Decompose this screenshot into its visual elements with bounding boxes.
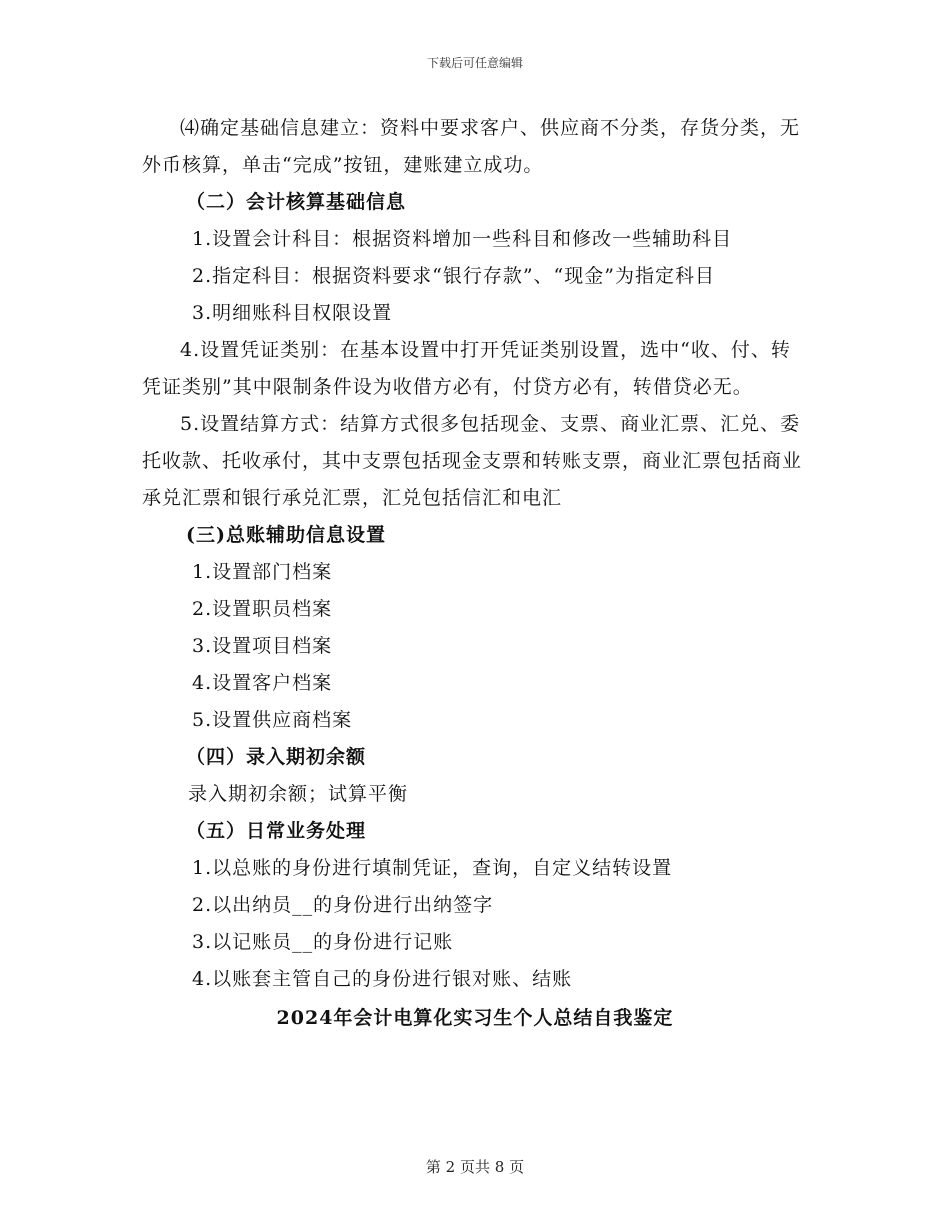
list-item: 3.明细账科目权限设置 xyxy=(192,302,393,324)
section-heading-4: （四）录入期初余额 xyxy=(186,746,367,768)
page-footer: 第 2 页共 8 页 xyxy=(425,1158,525,1176)
list-item: 4.设置客户档案 xyxy=(192,672,333,694)
list-item: 2.指定科目：根据资料要求“银行存款”、“现金”为指定科目 xyxy=(192,265,715,287)
page-header: 下载后可任意编辑 xyxy=(426,56,523,70)
list-item: 1.以总账的身份进行填制凭证，查询，自定义结转设置 xyxy=(192,857,673,879)
section-heading-5: （五）日常业务处理 xyxy=(186,820,367,842)
paragraph-settlement: 5.设置结算方式：结算方式很多包括现金、支票、商业汇票、汇兑、委托收款、托收承付，其中支票包括现金支票和转账支票，商业汇票包括商业承兑汇票和银行承兑汇票，汇兑包括信汇和电汇 xyxy=(142,413,803,509)
list-item: 2.设置职员档案 xyxy=(192,598,333,620)
document-body xyxy=(142,110,808,1038)
paragraph-opening-balance: 录入期初余额；试算平衡 xyxy=(188,783,409,805)
list-item: 1.设置会计科目：根据资料增加一些科目和修改一些辅助科目 xyxy=(192,228,733,250)
paragraph-step4: ⑷确定基础信息建立：资料中要求客户、供应商不分类，存货分类，无外币核算，单击“完成”按钮，建账建立成功。 xyxy=(142,117,801,176)
section-heading-3: (三)总账辅助信息设置 xyxy=(186,524,386,546)
paragraph-voucher-types: 4.设置凭证类别：在基本设置中打开凭证类别设置，选中“收、付、转凭证类别”其中限制条件设为收借方必有，付贷方必有，转借贷必无。 xyxy=(142,339,791,398)
list-item: 4.以账套主管自己的身份进行银对账、结账 xyxy=(192,968,573,990)
section-heading-2: （二）会计核算基础信息 xyxy=(186,191,407,213)
list-item: 2.以出纳员__的身份进行出纳签字 xyxy=(192,894,494,916)
list-item: 3.设置项目档案 xyxy=(192,635,333,657)
list-item: 1.设置部门档案 xyxy=(192,561,333,583)
list-item: 5.设置供应商档案 xyxy=(192,709,353,731)
list-item: 3.以记账员__的身份进行记账 xyxy=(192,931,454,953)
document-title: 2024年会计电算化实习生个人总结自我鉴定 xyxy=(276,1007,674,1029)
